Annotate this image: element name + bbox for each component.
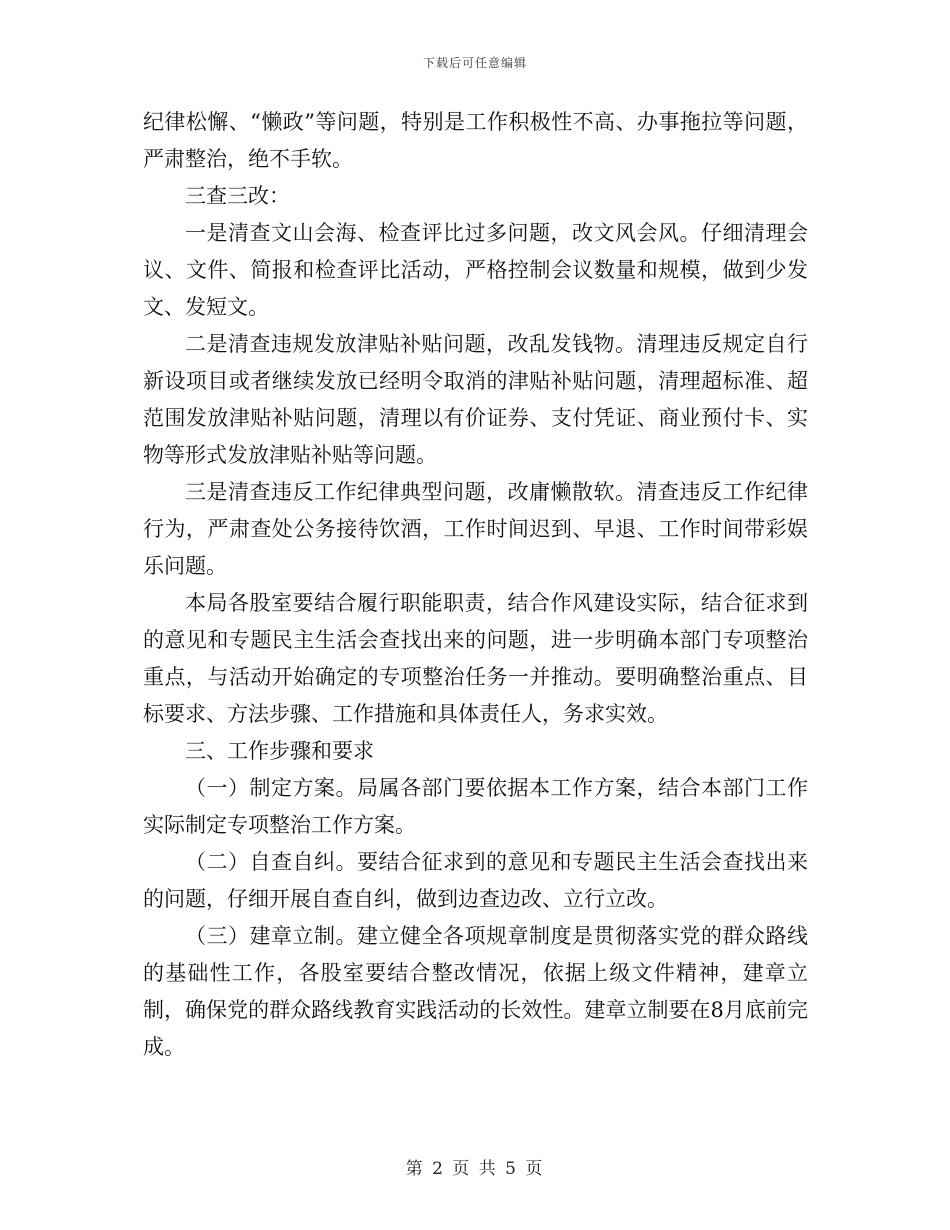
paragraph-5: 三是清查违反工作纪律典型问题，改庸懒散软。清查违反工作纪律行为，严肃查处公务接待饮酒，工作时间迟到、早退、工作时间带彩娱乐问题。 bbox=[143, 480, 808, 578]
document-body bbox=[143, 104, 808, 1066]
paragraph-6: 本局各股室要结合履行职能职责，结合作风建设实际，结合征求到的意见和专题民主生活会查找出来的问题，进一步明确本部门专项整治重点，与活动开始确定的专项整治任务一并推动。要明确整治重点、目标要求、方法步骤、工作措施和具体责任人，务求实效。 bbox=[143, 591, 808, 726]
paragraph-8: （一）制定方案。局属各部门要依据本工作方案，结合本部门工作实际制定专项整治工作方案。 bbox=[143, 776, 808, 837]
paragraph-9: （二）自查自纠。要结合征求到的意见和专题民主生活会查找出来的问题，仔细开展自查自纠，做到边查边改、立行立改。 bbox=[143, 850, 808, 911]
paragraph-1: 纪律松懈、“懒政”等问题，特别是工作积极性不高、办事拖拉等问题，严肃整治，绝不手软。 bbox=[143, 110, 808, 171]
paragraph-3: 一是清查文山会海、检查评比过多问题，改文风会风。仔细清理会议、文件、简报和检查评比活动，严格控制会议数量和规模，做到少发文、发短文。 bbox=[143, 221, 808, 319]
section-heading: 三、工作步骤和要求 bbox=[185, 739, 374, 763]
page-header-note: 下载后可任意编辑 bbox=[422, 56, 527, 70]
paragraph-2: 三查三改： bbox=[185, 184, 290, 208]
paragraph-10: （三）建章立制。建立健全各项规章制度是贯彻落实党的群众路线的基础性工作，各股室要结合整改情况，依据上级文件精神，建章立制，确保党的群众路线教育实践活动的长效性。建章立制要在8月底前完成。 bbox=[143, 924, 808, 1059]
paragraph-4: 二是清查违规发放津贴补贴问题，改乱发钱物。清理违反规定自行新设项目或者继续发放已经明令取消的津贴补贴问题，清理超标准、超范围发放津贴补贴问题，清理以有价证券、支付凭证、商业预付卡、实物等形式发放津贴补贴等问题。 bbox=[143, 332, 808, 467]
page-number-footer: 第 2 页 共 5 页 bbox=[405, 1159, 545, 1179]
